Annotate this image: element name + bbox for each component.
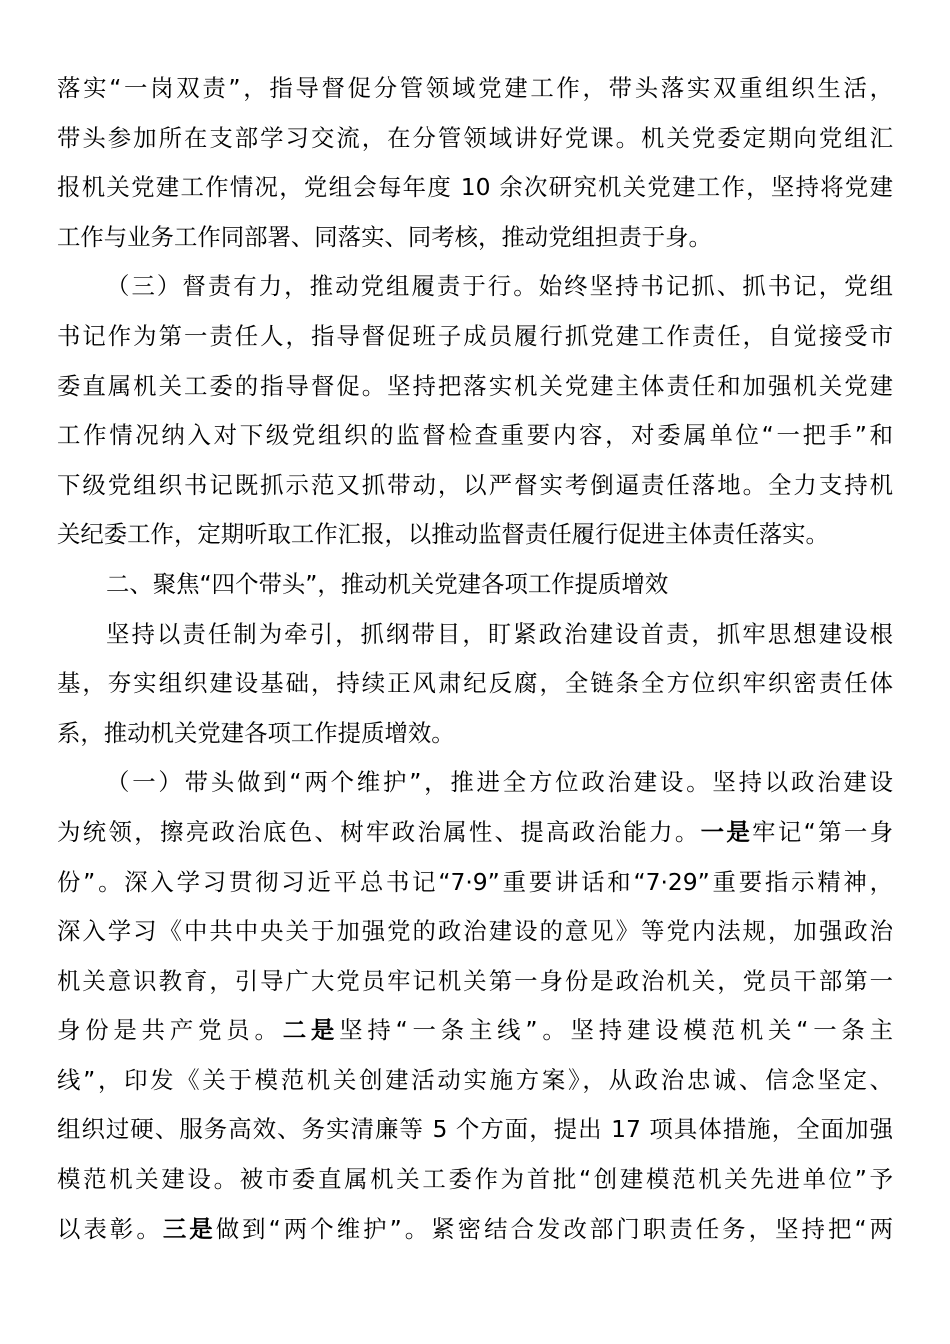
text-line <box>57 219 893 269</box>
paragraph-p2 <box>57 268 893 566</box>
text-segment: 工作与业务工作同部署、同落实、同考核，推动党组担责于身。 <box>57 222 712 251</box>
text-line <box>57 715 893 765</box>
text-line <box>57 120 893 170</box>
text-segment: 组织过硬、服务高效、务实清廉等 5 个方面，提出 17 项具体措施，全面加强 <box>57 1115 893 1144</box>
text-segment: 系，推动机关党建各项工作提质增效。 <box>57 718 455 747</box>
text-line <box>57 1012 893 1062</box>
text-segment: 以表彰。 <box>57 1214 163 1243</box>
text-line <box>57 814 893 864</box>
text-line <box>57 764 893 814</box>
text-line <box>57 1062 893 1112</box>
text-segment: 机关意识教育，引导广大党员牢记机关第一身份是政治机关，党员干部第一 <box>57 966 893 995</box>
bold-text-segment: 二是 <box>282 1016 340 1045</box>
text-segment: 线”，印发《关于模范机关创建活动实施方案》，从政治忠诚、信念坚定、 <box>57 1065 893 1094</box>
text-line <box>57 913 893 963</box>
text-line <box>57 467 893 517</box>
document-page <box>57 70 893 1260</box>
paragraph-p4 <box>57 616 893 765</box>
bold-text-segment: 一是 <box>700 817 753 846</box>
text-segment: （一）带头做到“两个维护”，推进全方位政治建设。坚持以政治建设 <box>106 768 893 797</box>
text-line <box>57 268 893 318</box>
text-line <box>57 566 893 616</box>
text-line <box>57 963 893 1013</box>
text-segment: 基，夯实组织建设基础，持续正风肃纪反腐，全链条全方位织牢织密责任体 <box>57 669 893 698</box>
text-segment: 做到“两个维护”。紧密结合发改部门职责任务，坚持把“两 <box>215 1214 894 1243</box>
text-segment: 坚持以责任制为牵引，抓纲带目，盯紧政治建设首责，抓牢思想建设根 <box>106 619 893 648</box>
text-segment: 带头参加所在支部学习交流，在分管领域讲好党课。机关党委定期向党组汇 <box>57 123 893 152</box>
text-line <box>57 368 893 418</box>
text-segment: 二、聚焦“四个带头”，推动机关党建各项工作提质增效 <box>106 569 669 598</box>
paragraph-p5 <box>57 764 893 1260</box>
text-line <box>57 1111 893 1161</box>
text-segment: 下级党组织书记既抓示范又抓带动，以严督实考倒逼责任落地。全力支持机 <box>57 470 893 499</box>
text-line <box>57 616 893 666</box>
text-segment: 委直属机关工委的指导督促。坚持把落实机关党建主体责任和加强机关党建 <box>57 371 893 400</box>
text-segment: 工作情况纳入对下级党组织的监督检查重要内容，对委属单位“一把手”和 <box>57 421 893 450</box>
text-segment: 为统领，擦亮政治底色、树牢政治属性、提高政治能力。 <box>57 817 701 846</box>
bold-text-segment: 三是 <box>162 1214 216 1243</box>
text-line <box>57 1161 893 1211</box>
text-segment: 身份是共产党员。 <box>57 1016 283 1045</box>
text-line <box>57 665 893 715</box>
text-segment: （三）督责有力，推动党组履责于行。始终坚持书记抓、抓书记，党组 <box>106 272 893 301</box>
text-line <box>57 70 893 120</box>
text-line <box>57 417 893 467</box>
text-segment: 牢记“第一身 <box>752 817 894 846</box>
text-segment: 模范机关建设。被市委直属机关工委作为首批“创建模范机关先进单位”予 <box>57 1165 893 1194</box>
text-segment: 关纪委工作，定期听取工作汇报，以推动监督责任履行促进主体责任落实。 <box>57 520 829 549</box>
text-segment: 坚持“一条主线”。坚持建设模范机关“一条主 <box>339 1016 894 1045</box>
text-line <box>57 169 893 219</box>
paragraph-p3 <box>57 566 893 616</box>
text-line <box>57 1211 893 1261</box>
text-line <box>57 516 893 566</box>
text-line <box>57 864 893 914</box>
text-segment: 份”。深入学习贯彻习近平总书记“7·9”重要讲话和“7·29”重要指示精神， <box>57 867 893 896</box>
paragraph-p1 <box>57 70 893 268</box>
text-segment: 书记作为第一责任人，指导督促班子成员履行抓党建工作责任，自觉接受市 <box>57 321 893 350</box>
text-segment: 落实“一岗双责”，指导督促分管领域党建工作，带头落实双重组织生活， <box>57 74 893 102</box>
text-line <box>57 318 893 368</box>
text-segment: 报机关党建工作情况，党组会每年度 10 余次研究机关党建工作，坚持将党建 <box>57 173 893 202</box>
text-segment: 深入学习《中共中央关于加强党的政治建设的意见》等党内法规，加强政治 <box>57 917 893 946</box>
